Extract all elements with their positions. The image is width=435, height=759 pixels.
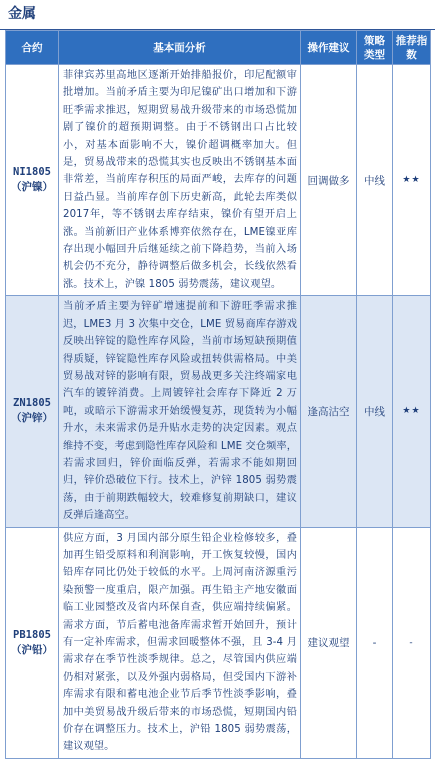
contract-code: PB1805 <box>13 628 51 641</box>
table-row-ni <box>6 65 431 296</box>
strategy-cell: 中线 <box>357 296 393 527</box>
rating-stars: ★★ <box>393 65 431 296</box>
analysis-cell: 菲律宾苏里高地区逐渐开始排船报价，印尼配额审批增加。当前矛盾主要为印尼镍矿出口增加和下游旺季需求推迟，短期贸易战升级带来的市场恐慌加剧了镍价的超预期调整。由于不锈钢出口占比较小，对基本面影响不大，镍价超调概率加大。但是，贸易战带来的恐慌其实也反映出不锈钢基本面非常差，当前库存积压的局面严峻，去库存的问题日益凸显。当前库存创下历史新高，此轮去库类似2017年，等不锈钢去库存结束，镍价有望开启上涨。当前新旧产业体系博弈依然存在，LME镍亚库存出现小幅回升后继延续之前下降趋势，当前入场机会仍不充分，静待调整后做多机会，长线依然看涨。技术上，沪镍 1805 弱势震荡，建议观望。 <box>59 65 301 296</box>
contract-cell <box>6 296 59 527</box>
analysis-cell: 供应方面，3 月国内部分原生铅企业检修较多，叠加再生铅受原料和利润影响，开工恢复较慢，国内铅库存同比仍处于较低的水平。上周河南济源重污染预警一度重启，限产加强。再生铅主产地安徽面临工业园整改及省内环保自查，供应端持续偏紧。需求方面，节后蓄电池备库需求暂开始回升，预计有一定补库需求，但需求回暖整体不强，且 3-4 月需求存在季节性淡季规律。总之，尽管国内供应端仍相对紧张，以及外强内弱格局，但受国内下游补库需求有限和蓄电池企业节后季节性淡季影响，叠加中美贸易战升级后带来的市场恐慌，短期国内铅价存在调整压力。技术上，沪铅 1805 弱势震荡，建议观望。 <box>59 527 301 758</box>
analysis-cell: 当前矛盾主要为锌矿增速提前和下游旺季需求推迟，LME3 月 3 次集中交仓，LME 贸易商库存游戏反映出锌锭的隐性库存风险，当前市场短缺预期值得质疑，锌锭隐性库存风险或扭转供需格局。中美贸易战对锌的影响有限，贸易战更多关注终端家电汽车的镀锌消费。上周镀锌社会库存下降近 2 万吨，或暗示下游需求开始缓慢复苏，现货转为小幅升水，未来需求仍是升贴水走势的决定因素。观点维持不变，考虑到隐性库存风险和 LME 交仓频率，若需求回归，锌价面临反弹，若需求不能如期回归，锌价恐破位下行。技术上，沪锌 1805 弱势震荡，由于前期跌幅较大，较难修复前期缺口，建议反弹后逢高空。 <box>59 296 301 527</box>
strategy-cell: 中线 <box>357 65 393 296</box>
table-row-pb <box>6 527 431 758</box>
rating-stars: ★★ <box>393 296 431 527</box>
contract-cell <box>6 65 59 296</box>
contract-name: （沪锌） <box>11 412 53 425</box>
table-row-zn <box>6 296 431 527</box>
advice-cell: 逢高沽空 <box>301 296 357 527</box>
metals-table <box>5 30 431 759</box>
contract-cell <box>6 527 59 758</box>
contract-code: NI1805 <box>13 166 51 179</box>
header-rating: 推荐指数 <box>393 31 431 65</box>
advice-cell: 建议观望 <box>301 527 357 758</box>
contract-name: （沪镍） <box>11 181 53 194</box>
header-contract: 合约 <box>6 31 59 65</box>
header-strategy: 策略类型 <box>357 31 393 65</box>
table-header-row <box>6 31 431 65</box>
advice-cell: 回调做多 <box>301 65 357 296</box>
contract-name: （沪铅） <box>11 643 53 656</box>
header-advice: 操作建议 <box>301 31 357 65</box>
strategy-cell: - <box>357 527 393 758</box>
rating-cell: - <box>393 527 431 758</box>
contract-code: ZN1805 <box>13 397 51 410</box>
section-title: 金属 <box>0 0 435 30</box>
header-analysis: 基本面分析 <box>59 31 301 65</box>
